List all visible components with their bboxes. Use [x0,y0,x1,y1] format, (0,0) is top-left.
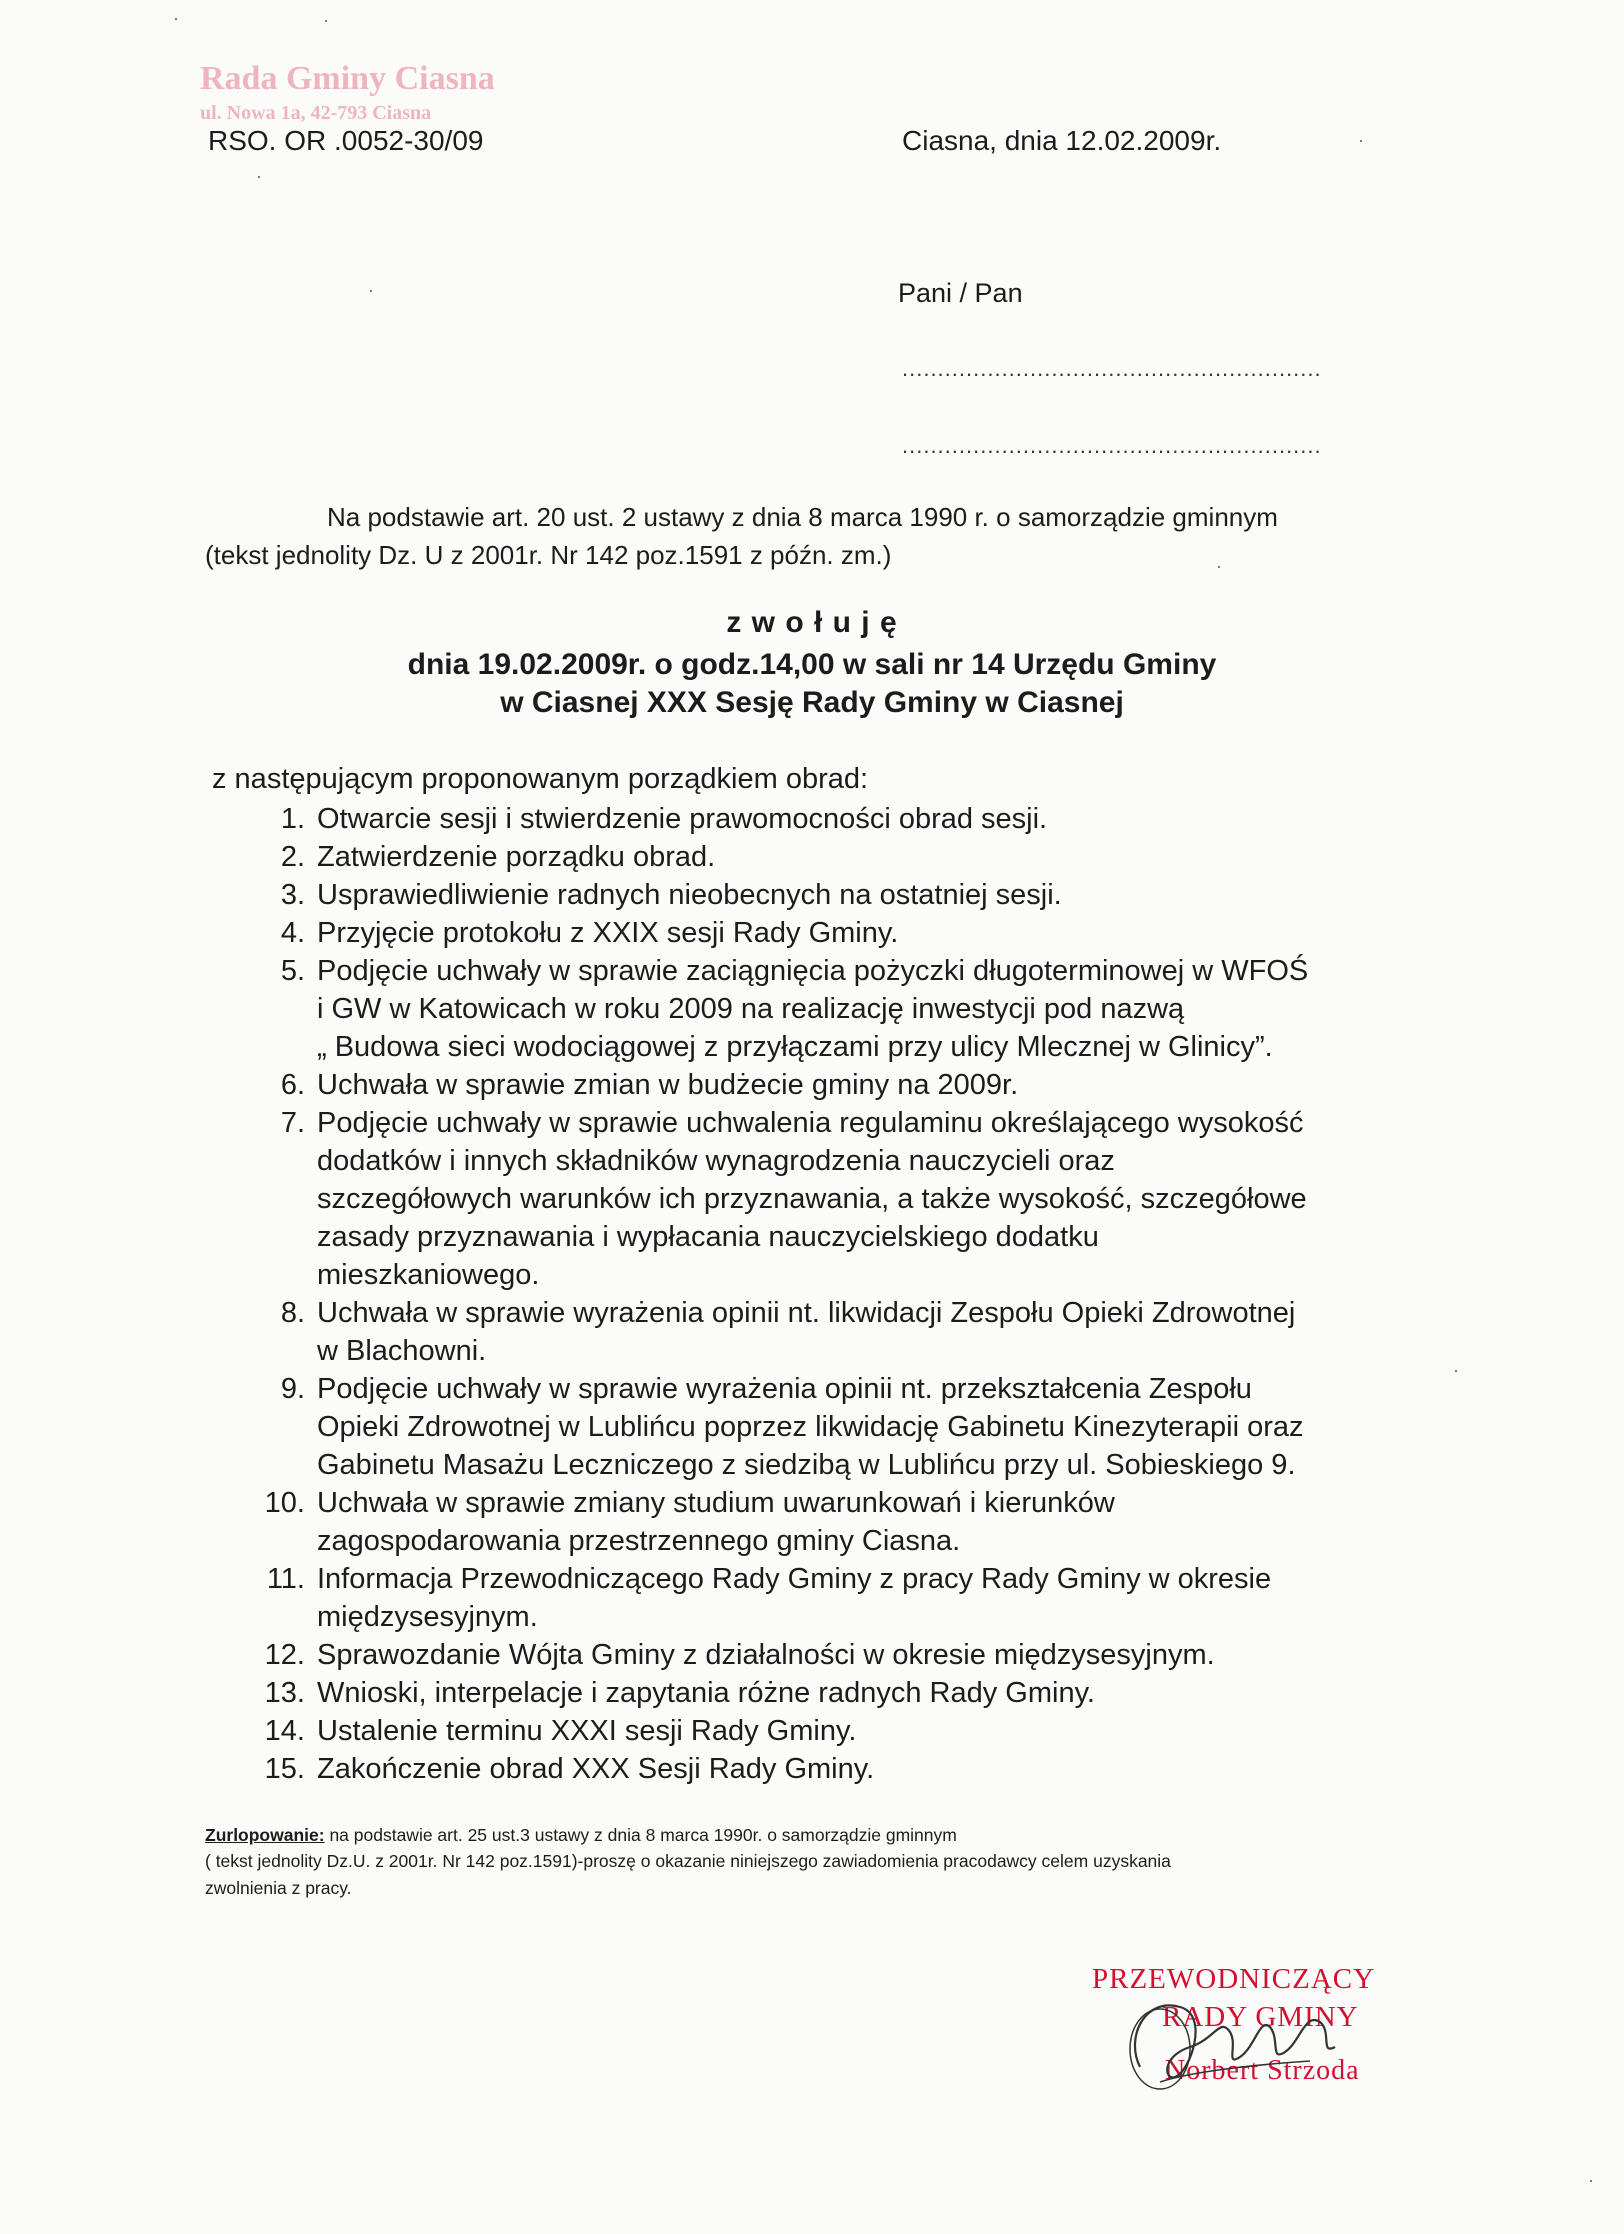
agenda-item-text: Podjęcie uchwały w sprawie wyrażenia opinii nt. przekształcenia Zespołu [317,1373,1252,1405]
agenda-item-text: Otwarcie sesji i stwierdzenie prawomocności obrad sesji. [317,803,1048,835]
handwritten-signature [1120,1977,1350,2097]
agenda-item-text: Zakończenie obrad XXX Sesji Rady Gminy. [317,1753,875,1785]
council-header-stamp [200,58,495,126]
stamp-line-1: Rada Gminy Ciasna [200,60,495,97]
agenda-item-text: Podjęcie uchwały w sprawie zaciągnięcia pożyczki długoterminowej w WFOŚ [317,955,1309,987]
agenda-item-text: Usprawiedliwienie radnych nieobecnych na ostatniej sesji. [317,879,1062,911]
agenda-item-text: zagospodarowania przestrzennego gminy Ciasna. [317,1525,961,1557]
agenda-item-number: 12. [264,1639,305,1671]
agenda-item-number: 5. [280,955,305,987]
agenda-item-text: Uchwała w sprawie zmiany studium uwarunkowań i kierunków [317,1487,1115,1519]
agenda-item-text: Gabinetu Masażu Leczniczego z siedzibą w Lublińcu przy ul. Sobieskiego 9. [317,1449,1296,1481]
agenda-item-number: 3. [280,879,305,911]
agenda-item-text: Uchwała w sprawie wyrażenia opinii nt. likwidacji Zespołu Opieki Zdrowotnej [317,1297,1296,1329]
agenda-item-number: 6. [280,1069,305,1101]
agenda-intro: z następującym proponowanym porządkiem obrad: [212,763,869,795]
stamp-subtitle: RADY GMINY [1162,2001,1359,2033]
agenda-item-text: mieszkaniowego. [317,1259,540,1291]
agenda-item [245,1294,1475,1370]
scan-speck [1590,2180,1592,2182]
scan-speck [325,20,327,22]
addressee-label: Pani / Pan [898,278,1023,308]
agenda-item [245,1370,1475,1484]
footnote-text-3: zwolnienia z pracy. [205,1877,352,1898]
agenda-item-text: Przyjęcie protokołu z XXIX sesji Rady Gminy. [317,917,899,949]
scan-speck [258,176,260,178]
agenda-item-number: 7. [280,1107,305,1139]
agenda-item-number: 4. [280,917,305,949]
agenda-item-text: Podjęcie uchwały w sprawie uchwalenia regulaminu określającego wysokość [317,1107,1304,1139]
footnote-text-1: na podstawie art. 25 ust.3 ustawy z dnia 8 marca 1990r. o samorządzie gminnym [324,1825,957,1845]
agenda-item-number: 9. [280,1373,305,1405]
stamp-title: PRZEWODNICZĄCY [1092,1963,1376,1995]
agenda-item-text: Zatwierdzenie porządku obrad. [317,841,716,873]
agenda-item-text: i GW w Katowicach w roku 2009 na realizację inwestycji pod nazwą [317,993,1185,1025]
agenda-item-text: Informacja Przewodniczącego Rady Gminy z pracy Rady Gminy w okresie [317,1563,1272,1595]
legal-basis-line-2: (tekst jednolity Dz. U z 2001r. Nr 142 poz.1591 z późn. zm.) [205,540,892,571]
addressee-line-2: ........................................................... [902,433,1322,458]
footnote-text-2: ( tekst jednolity Dz.U. z 2001r. Nr 142 poz.1591)-proszę o okazanie niniejszego zawiadomienia pracodawcy celem uzyskania [205,1851,1171,1872]
agenda-item-number: 2. [280,841,305,873]
agenda-item [245,800,1475,838]
scan-speck [370,290,372,292]
agenda-item-text: Uchwała w sprawie zmian w budżecie gminy na 2009r. [317,1069,1019,1101]
scan-speck [1455,1370,1457,1372]
legal-basis-line-1: Na podstawie art. 20 ust. 2 ustawy z dnia 8 marca 1990 r. o samorządzie gminnym [327,502,1278,532]
scan-speck [175,18,177,20]
reference-number: RSO. OR .0052-30/09 [208,125,484,156]
agenda-item [245,1104,1475,1294]
stamp-line-2: ul. Nowa 1a, 42-793 Ciasna [200,101,432,124]
agenda-item [245,952,1475,1066]
agenda-item-number: 14. [264,1715,305,1747]
agenda-list [245,800,1475,1788]
agenda-item-text: międzysesyjnym. [317,1601,538,1633]
agenda-item-number: 13. [264,1677,305,1709]
agenda-item [245,838,1475,876]
agenda-item-text: Sprawozdanie Wójta Gminy z działalności w okresie międzysesyjnym. [317,1639,1215,1671]
agenda-item-number: 11. [266,1563,305,1595]
agenda-item-text: zasady przyznawania i wypłacania nauczycielskiego dodatku [317,1221,1099,1253]
agenda-item-text: dodatków i innych składników wynagrodzenia nauczycieli oraz [317,1145,1115,1177]
agenda-item [245,1636,1475,1674]
agenda-item-text: szczegółowych warunków ich przyznawania, a także wysokość, szczegółowe [317,1183,1307,1215]
legal-basis-paragraph [205,498,1495,574]
scan-speck [1218,566,1220,568]
footnote [205,1822,1465,1901]
agenda-item [245,914,1475,952]
agenda-item-text: Ustalenie terminu XXXI sesji Rady Gminy. [317,1715,857,1747]
agenda-item-number: 8. [280,1297,305,1329]
agenda-item [245,1674,1475,1712]
convocation-verb: z w o ł u j ę [726,606,898,639]
agenda-item-text: w Blachowni. [317,1335,487,1367]
agenda-item [245,1560,1475,1636]
agenda-item-text: Wnioski, interpelacje i zapytania różne radnych Rady Gminy. [317,1677,1095,1709]
agenda-item [245,1712,1475,1750]
agenda-item [245,1750,1475,1788]
footnote-label: Zurlopowanie: [205,1825,325,1845]
convocation-line-2: w Ciasnej XXX Sesję Rady Gminy w Ciasnej [500,686,1124,719]
agenda-item-number: 1. [280,803,305,835]
stamp-name: Norbert Strzoda [1165,2055,1360,2086]
agenda-item [245,1484,1475,1560]
scan-speck [1360,140,1362,142]
agenda-item [245,1066,1475,1104]
agenda-item-text: Opieki Zdrowotnej w Lublińcu poprzez likwidację Gabinetu Kinezyterapii oraz [317,1411,1304,1443]
agenda-item [245,876,1475,914]
agenda-item-number: 15. [264,1753,305,1785]
agenda-item-text: „ Budowa sieci wodociągowej z przyłączami przy ulicy Mlecznej w Glinicy”. [317,1031,1273,1063]
place-and-date: Ciasna, dnia 12.02.2009r. [902,125,1222,156]
addressee-line-1: ........................................................... [902,356,1322,381]
convocation-line-1: dnia 19.02.2009r. o godz.14,00 w sali nr 14 Urzędu Gminy [407,648,1217,681]
agenda-item-number: 10. [264,1487,305,1519]
